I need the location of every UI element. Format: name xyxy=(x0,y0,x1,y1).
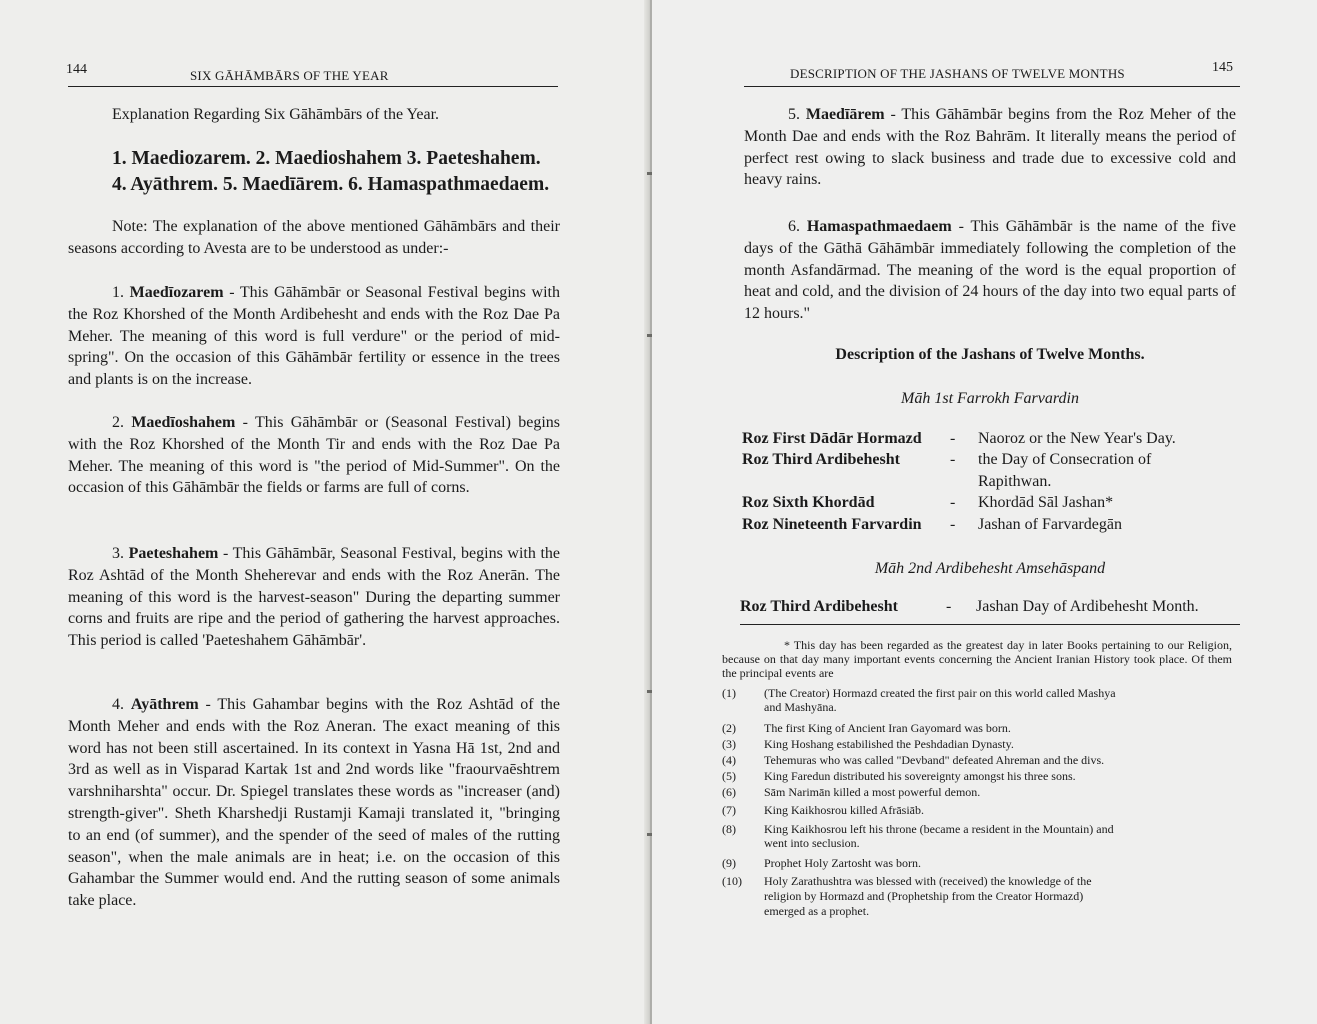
footnote-number: (3) xyxy=(722,737,736,751)
jashan-roz: Roz Sixth Khordād xyxy=(742,494,875,511)
jashan-entry xyxy=(742,514,1242,536)
jashan-entry xyxy=(742,449,1242,493)
footnote-text: Prophet Holy Zartosht was born. xyxy=(764,856,921,870)
footnote-text: King Faredun distributed his sovereignty amongst his three sons. xyxy=(764,769,1076,783)
footnote-text: The first King of Ancient Iran Gayomard was born. xyxy=(764,721,1011,735)
footnote-item xyxy=(722,822,1232,850)
item-text: - This Gahambar begins with the Roz Ashtād of the Month Meher and ends with the Roz Aneran. The exact meaning of this word has not been still ascertained. In its context in Yasna Hā 1st, 2nd and 3rd as well as in Visparad Kartak 1st and 2nd words like "fraourvaēshtrem varshniharshta" occur. Dr. Spiegel translates these words as "increaser (and) strength-giver". Sheth Kharshedji Rustamji Kamaji translated it, "bringing to an end (of summer), and the spender of the seed of males of the rutting season", when the male animals are in heat; i.e. on the occasion of this Gahambar the Summer would end. And the rutting season of some animals take place. xyxy=(68,696,561,910)
gahambar-paragraph-1 xyxy=(68,282,560,391)
jashan-name: Khordād Sāl Jashan* xyxy=(978,494,1114,511)
footnote-number: (1) xyxy=(722,686,736,700)
page-number-left: 144 xyxy=(66,62,87,77)
footnote-number: (7) xyxy=(722,803,736,817)
footnote-item xyxy=(722,721,1232,735)
headline-line-1: 1. Maediozarem. 2. Maedioshahem 3. Paeteshahem. xyxy=(112,148,541,169)
item-name: Maedīozarem xyxy=(129,284,224,301)
left-page xyxy=(0,0,648,1024)
item-text: - This Gāhāmbār is the name of the five days of the Gāthā Gāhāmbār immediately following the completion of the month Asfandārmad. The meaning of the word is the equal proportion of heat and cold, and the division of 24 hours of the day into two equal parts of 12 hours." xyxy=(744,218,1237,323)
footnote-text: King Kaikhosrou left his throne (became a resident in the Mountain) and xyxy=(764,822,1114,836)
footnote-text: Tehemuras who was called "Devband" defeated Ahreman and the divs. xyxy=(764,753,1105,767)
footnote-text-cont: and Mashyāna. xyxy=(764,700,837,714)
jashan-roz: Roz Nineteenth Farvardin xyxy=(742,516,922,533)
footnote-number: (6) xyxy=(722,785,736,799)
footnote-item xyxy=(722,737,1232,751)
jashan-name-cont: Rapithwan. xyxy=(978,473,1052,490)
footnote-item xyxy=(722,785,1232,799)
jashan-entry xyxy=(742,492,1242,514)
item-name: Maedīoshahem xyxy=(131,414,236,431)
footnote-text: (The Creator) Hormazd created the first pair on this world called Mashya xyxy=(764,686,1116,700)
gahambar-paragraph-3 xyxy=(68,543,560,652)
jashan-entry xyxy=(740,596,1240,618)
running-head-left: SIX GĀHĀMBĀRS OF THE YEAR xyxy=(190,68,389,83)
footnote-item xyxy=(722,686,1232,714)
jashan-entry xyxy=(742,428,1242,450)
footnote-text: King Kaikhosrou killed Afrāsiāb. xyxy=(764,803,924,817)
jashan-roz: Roz Third Ardibehesht xyxy=(740,598,898,615)
footnote-rule xyxy=(740,624,1240,625)
item-name: Maedīārem xyxy=(805,106,885,123)
jashan-name: Naoroz or the New Year's Day. xyxy=(978,430,1176,447)
item-text: - This Gāhāmbār or Seasonal Festival begins with the Roz Khorshed of the Month Ardibehesht and ends with the Roz Dae Pa Meher. The meaning of this word is full verdure" or the period of mid-spring". On the occasion of this Gāhāmbār fertility or essence in the trees and plants is on the increase. xyxy=(68,284,560,389)
item-number: 1. xyxy=(112,284,124,301)
footnote-text-cont: religion by Hormazd and (Prophetship from the Creator Hormazd) xyxy=(764,889,1084,903)
footnote-intro: * This day has been regarded as the greatest day in later Books pertaining to our Religion, because on that day many important events concerning the Ancient Iranian History took place. Of them the principal events are xyxy=(722,638,1232,680)
jashan-roz: Roz First Dādār Hormazd xyxy=(742,430,922,447)
item-name: Paeteshahem xyxy=(128,545,219,562)
item-number: 2. xyxy=(112,414,124,431)
gahambar-paragraph-5 xyxy=(744,104,1236,191)
intro-line: Explanation Regarding Six Gāhāmbārs of the Year. xyxy=(112,106,440,123)
headline-line-2: 4. Ayāthrem. 5. Maedīārem. 6. Hamaspathmaedaem. xyxy=(112,174,550,195)
footnote-text: King Hoshang estabilished the Peshdadian Dynasty. xyxy=(764,737,1014,751)
item-text: - This Gāhāmbār begins from the Roz Meher of the Month Dae and ends with the Roz Bahrām. It literally means the period of perfect rest owing to slack business and trade due to excessive cold and heavy rains. xyxy=(744,106,1236,189)
entry-dash: - xyxy=(950,451,956,468)
item-number: 4. xyxy=(112,696,124,713)
entry-dash: - xyxy=(950,516,956,533)
jashan-name: Jashan Day of Ardibehesht Month. xyxy=(976,598,1199,615)
footnote-item xyxy=(722,856,1232,870)
footnote-number: (9) xyxy=(722,856,736,870)
footnote-item xyxy=(722,753,1232,767)
jashan-name: the Day of Consecration of xyxy=(978,451,1152,468)
month-1-title: Māh 1st Farrokh Farvardin xyxy=(901,390,1079,407)
entry-dash: - xyxy=(946,598,952,615)
note-paragraph: Note: The explanation of the above mentioned Gāhāmbārs and their seasons according to Avesta are to be understood as under:- xyxy=(68,218,560,257)
gahambar-paragraph-2 xyxy=(68,412,560,499)
footnote-text: Sām Narimān killed a most powerful demon. xyxy=(764,785,981,799)
item-name: Ayāthrem xyxy=(130,696,199,713)
footnote-item xyxy=(722,769,1232,783)
item-name: Hamaspathmaedaem xyxy=(806,218,952,235)
header-rule-right xyxy=(744,86,1240,87)
entry-dash: - xyxy=(950,430,956,447)
running-head-right: DESCRIPTION OF THE JASHANS OF TWELVE MONTHS xyxy=(790,66,1125,81)
section-title: Description of the Jashans of Twelve Months. xyxy=(835,346,1145,363)
month-2-title: Māh 2nd Ardibehesht Amsehāspand xyxy=(874,560,1106,577)
item-number: 3. xyxy=(112,545,124,562)
footnote-text-cont: emerged as a prophet. xyxy=(764,904,870,918)
footnote-number: (10) xyxy=(722,874,742,888)
entry-dash: - xyxy=(950,494,956,511)
item-text: - This Gāhāmbār, Seasonal Festival, begins with the Roz Ashtād of the Month Sheherevar and ends with the Roz Anerān. The meaning of this word is the harvest-season" During the departing summer corns and fruits are ripe and the period of gathering the harvest approaches. This period is called 'Paeteshahem Gāhāmbār'. xyxy=(68,545,561,650)
right-page xyxy=(652,0,1317,1024)
header-rule-left xyxy=(68,86,558,87)
item-text: - This Gāhāmbār or (Seasonal Festival) begins with the Roz Khorshed of the Month Tir and ends with the Roz Dae Pa Meher. The meaning of this word is "the period of Mid-Summer". On the occasion of this Gāhāmbār the fields or farms are full of corns. xyxy=(68,414,560,497)
page-number-right: 145 xyxy=(1212,60,1233,75)
gahambar-paragraph-4 xyxy=(68,694,560,912)
footnote-number: (5) xyxy=(722,769,736,783)
item-number: 6. xyxy=(788,218,800,235)
footnote-text: Holy Zarathushtra was blessed with (received) the knowledge of the xyxy=(764,874,1092,888)
footnote-text-cont: went into seclusion. xyxy=(764,836,860,850)
footnote-item xyxy=(722,803,1232,817)
footnote-number: (4) xyxy=(722,753,736,767)
footnote-number: (2) xyxy=(722,721,736,735)
jashan-name: Jashan of Farvardegān xyxy=(978,516,1122,533)
item-number: 5. xyxy=(788,106,800,123)
gahambar-paragraph-6 xyxy=(744,216,1236,325)
footnote-item xyxy=(722,874,1232,916)
jashan-roz: Roz Third Ardibehesht xyxy=(742,451,900,468)
footnote-number: (8) xyxy=(722,822,736,836)
